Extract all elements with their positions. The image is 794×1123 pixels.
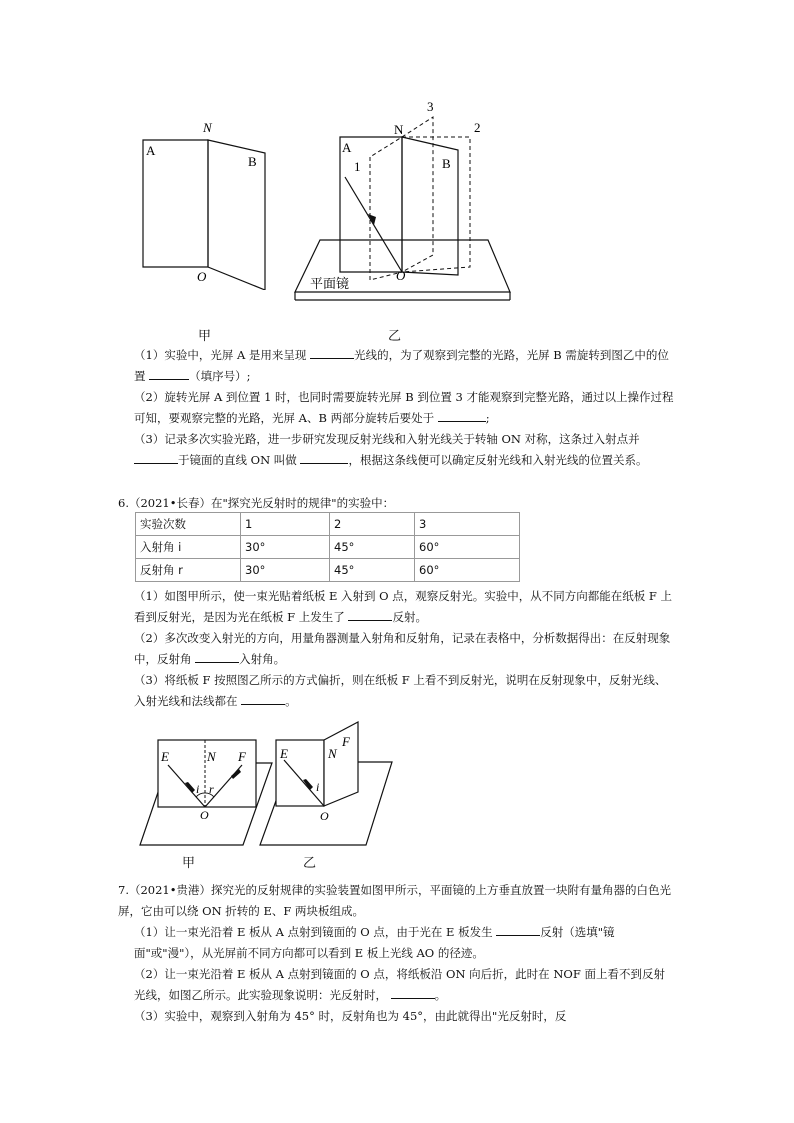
board-f bbox=[324, 722, 358, 806]
label-r: r bbox=[209, 782, 214, 796]
q7-body bbox=[134, 922, 674, 1027]
label-e: E bbox=[161, 749, 169, 764]
table-cell: 实验次数 bbox=[136, 513, 241, 536]
label-n: N bbox=[394, 122, 404, 137]
q5-part2: （2）旋转光屏 A 到位置 1 时，也同时需要旋转光屏 B 到位置 3 才能观察到完整光路，通过以上操作过程可知，要观察完整的光路，光屏 A、B 两部分旋转后要处于 ; bbox=[134, 390, 674, 425]
q7-heading: 7.（2021•贵港）探究光的反射规律的实验装置如图甲所示，平面镜的上方垂直放置一块附有量角器的白色光屏，它由可以绕 ON 折转的 E、F 两块板组成。 bbox=[118, 883, 672, 918]
q5-part3: （3）记录多次实验光路，进一步研究发现反射光线和入射光线关于转轴 ON 对称，这条过入射点并 于镜面的直线 ON 叫做 ，根据这条线便可以确定反射光线和入射光线的位置关系。 bbox=[134, 432, 648, 467]
ray-arrow bbox=[368, 214, 376, 225]
label-o: O bbox=[197, 269, 207, 284]
table-cell: 1 bbox=[241, 513, 330, 536]
position-1 bbox=[370, 137, 402, 280]
table-cell: 2 bbox=[330, 513, 415, 536]
blank bbox=[134, 451, 178, 464]
blank bbox=[241, 692, 285, 705]
q5-body bbox=[134, 345, 674, 471]
label-n: N bbox=[207, 749, 216, 764]
label-i: i bbox=[196, 782, 200, 796]
table-cell: 3 bbox=[415, 513, 520, 536]
figure2-yi-diagram bbox=[258, 720, 398, 850]
table-cell: 45° bbox=[330, 536, 415, 559]
label-mirror: 平面镜 bbox=[310, 276, 350, 291]
table-header-row bbox=[136, 513, 520, 536]
table-cell: 30° bbox=[241, 536, 330, 559]
q7-part1: （1）让一束光沿着 E 板从 A 点射到镜面的 O 点，由于光在 E 板发生 反射（选填"镜面"或"漫"），从光屏前不同方向都可以看到 E 板上光线 AO 的径迹。 bbox=[134, 925, 615, 960]
q7-part3: （3）实验中，观察到入射角为 45° 时，反射角也为 45°，由此就得出"光反射时，反 bbox=[134, 1009, 567, 1023]
label-3: 3 bbox=[427, 99, 434, 114]
screen-a bbox=[340, 137, 402, 272]
label-a: A bbox=[146, 143, 156, 158]
label-i: i bbox=[316, 780, 320, 794]
blank bbox=[391, 986, 435, 999]
q6-part2: （2）多次改变入射光的方向，用量角器测量入射角和反射角，记录在表格中，分析数据得出：在反射现象中，反射角 入射角。 bbox=[134, 631, 671, 666]
blank bbox=[310, 346, 354, 359]
label-b: B bbox=[442, 156, 451, 171]
label-f: F bbox=[238, 749, 246, 764]
blank bbox=[496, 923, 540, 936]
label-n: N bbox=[203, 120, 212, 135]
screen-a bbox=[143, 140, 208, 267]
figure2-jia bbox=[138, 735, 278, 850]
q6-part3: （3）将纸板 F 按照图乙所示的方式偏折，则在纸板 F 上看不到反射光，说明在反射现象中，反射光线、入射光线和法线都在 。 bbox=[134, 673, 667, 708]
figure2-jia-diagram bbox=[138, 735, 278, 850]
blank bbox=[300, 451, 348, 464]
table-cell: 30° bbox=[241, 559, 330, 582]
position-2 bbox=[402, 137, 470, 272]
figure1-yi bbox=[290, 95, 515, 310]
figure1-jia-diagram bbox=[135, 115, 285, 290]
blank bbox=[149, 367, 189, 380]
figure1-caption-yi: 乙 bbox=[388, 329, 402, 344]
q6-body bbox=[134, 586, 674, 712]
figure2-caption-yi: 乙 bbox=[303, 856, 317, 871]
q7-part2: （2）让一束光沿着 E 板从 A 点射到镜面的 O 点，将纸板沿 ON 向后折，此时在 NOF 面上看不到反射光线，如图乙所示。此实验现象说明：光反射时， 。 bbox=[134, 967, 665, 1002]
blank bbox=[348, 608, 392, 621]
label-2: 2 bbox=[474, 120, 481, 135]
table-cell: 60° bbox=[415, 536, 520, 559]
q5-part1: （1）实验中，光屏 A 是用来呈现 光线的，为了观察到完整的光路，光屏 B 需旋转到图乙中的位置 （填序号）; bbox=[134, 348, 669, 383]
q6-part1: （1）如图甲所示，使一束光贴着纸板 E 入射到 O 点，观察反射光。实验中，从不同方向都能在纸板 F 上看到反射光，是因为光在纸板 F 上发生了 反射。 bbox=[134, 589, 673, 624]
table-cell: 60° bbox=[415, 559, 520, 582]
label-o: O bbox=[320, 809, 329, 823]
table-cell: 45° bbox=[330, 559, 415, 582]
figure1-yi-diagram bbox=[290, 95, 515, 310]
label-n: N bbox=[328, 746, 337, 761]
blank bbox=[195, 650, 239, 663]
figure2-caption-jia: 甲 bbox=[182, 856, 196, 871]
incident-ray bbox=[345, 177, 402, 272]
table-cell: 反射角 r bbox=[136, 559, 241, 582]
label-e: E bbox=[280, 746, 288, 761]
label-1: 1 bbox=[354, 159, 361, 174]
blank bbox=[438, 409, 486, 422]
label-o: O bbox=[200, 808, 209, 822]
q6-heading: 6.（2021•长春）在"探究光反射时的规律"的实验中： bbox=[118, 496, 395, 510]
q6-data-table bbox=[135, 512, 520, 582]
table-row bbox=[136, 559, 520, 582]
label-b: B bbox=[248, 154, 257, 169]
figure1-jia bbox=[135, 115, 285, 290]
label-o: O bbox=[396, 268, 406, 283]
figure1-caption-jia: 甲 bbox=[198, 329, 212, 344]
label-a: A bbox=[342, 140, 352, 155]
label-f: F bbox=[342, 734, 350, 749]
figure2-yi bbox=[258, 720, 398, 850]
table-cell: 入射角 i bbox=[136, 536, 241, 559]
table-row bbox=[136, 536, 520, 559]
